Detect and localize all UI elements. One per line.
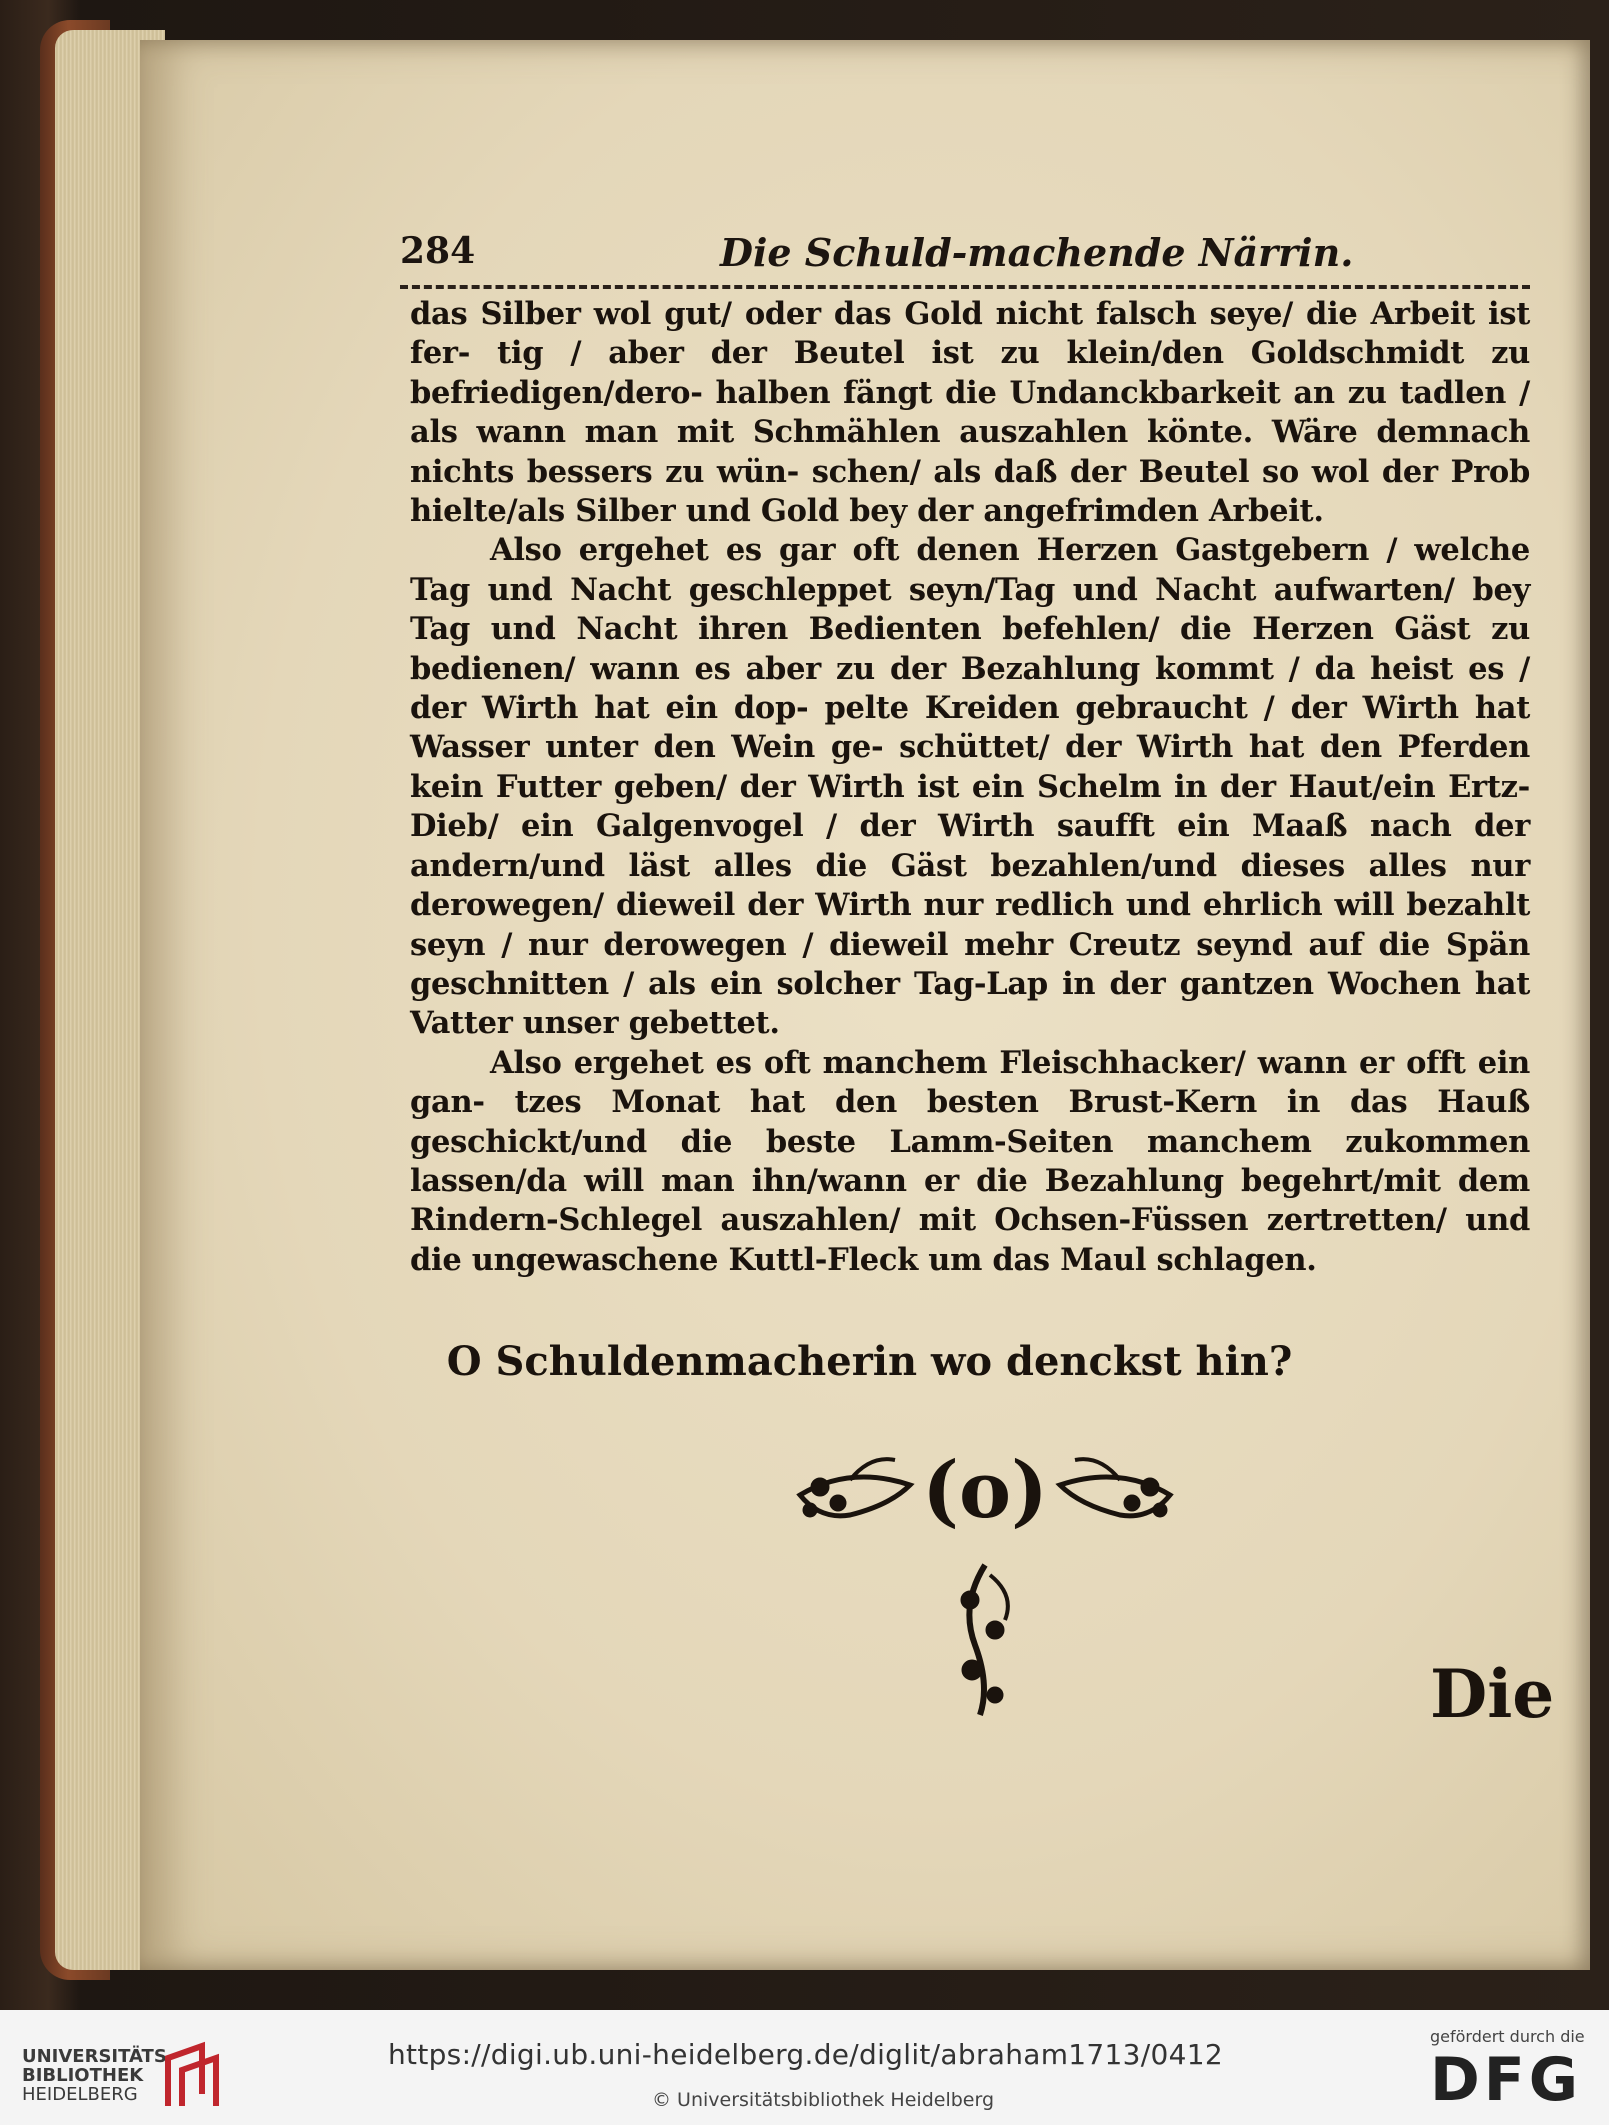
running-title: Die Schuld-machende Närrin. xyxy=(720,230,1354,275)
closing-line: O Schuldenmacherin wo denckst hin? xyxy=(446,1338,1293,1385)
library-name-line1: UNIVERSITÄTS- xyxy=(22,2046,175,2067)
ornament-center: (o) xyxy=(922,1445,1048,1536)
floral-ornament-icon xyxy=(790,1425,1180,1735)
viewer-footer xyxy=(0,2010,1609,2125)
library-logo-text xyxy=(22,2047,174,2104)
library-name-line3: HEIDELBERG xyxy=(22,2084,138,2105)
page-number: 284 xyxy=(400,230,476,272)
funding-caption: gefördert durch die xyxy=(1430,2027,1585,2046)
library-name-line2: BIBLIOTHEK xyxy=(22,2065,144,2086)
dfg-logo: DFG xyxy=(1430,2045,1583,2115)
paragraph-3: Also ergehet es oft manchem Fleischhacker/ wann er offt ein gan- tzes Monat hat den besten Brust-Kern in das Hauß geschickt/und die beste Lamm-Seiten manchem zukommen lassen/da will man ihn/wann er die Bezahlung begehrt/mit dem Rindern-Schlegel auszahlen/ mit Ochsen-Füssen zertretten/ und die ungewaschene Kuttl-Fleck um das Maul schlagen. xyxy=(410,1044,1530,1278)
paragraph-2: Also ergehet es gar oft denen Herzen Gastgebern / welche Tag und Nacht geschleppet seyn/Tag und Nacht aufwarten/ bey Tag und Nacht ihren Bedienten befehlen/ die Herzen Gäst zu bedienen/ wann es aber zu der Bezahlung kommt / da heist es / der Wirth hat ein dop- pelte Kreiden gebraucht / der Wirth hat Wasser unter den Wein ge- schüttet/ der Wirth hat den Pferden kein Futter geben/ der Wirth ist ein Schelm in der Haut/ein Ertz-Dieb/ ein Galgenvogel / der Wirth saufft ein Maaß nach der andern/und läst alles die Gäst bezahlen/und dieses alles nur derowegen/ dieweil der Wirth nur redlich und ehrlich will bezahlt seyn / nur derowegen / dieweil mehr Creutz seynd auf die Spän geschnitten / als ein solcher Tag-Lap in der gantzen Wochen hat Vatter unser gebettet. xyxy=(410,532,1530,1042)
body-text xyxy=(410,295,1530,1280)
library-logo-icon xyxy=(160,2040,230,2112)
copyright-notice: © Universitätsbibliothek Heidelberg xyxy=(652,2089,995,2111)
paragraph-1: das Silber wol gut/ oder das Gold nicht falsch seye/ die Arbeit ist fer- tig / aber der Beutel ist zu klein/den Goldschmidt zu befriedigen/dero- halben fängt die Undanckbarkeit an zu tadlen / als wann man mit Schmählen auszahlen könte. Wäre demnach nichts bessers zu wün- schen/ als daß der Beutel so wol der Prob hielte/als Silber und Gold bey der angefrimden Arbeit. xyxy=(410,296,1530,530)
header-rule xyxy=(400,285,1530,289)
permalink-url[interactable]: https://digi.ub.uni-heidelberg.de/diglit/abraham1713/0412 xyxy=(388,2038,1223,2071)
page-header xyxy=(400,230,1530,275)
catchword: Die xyxy=(1430,1655,1555,1733)
